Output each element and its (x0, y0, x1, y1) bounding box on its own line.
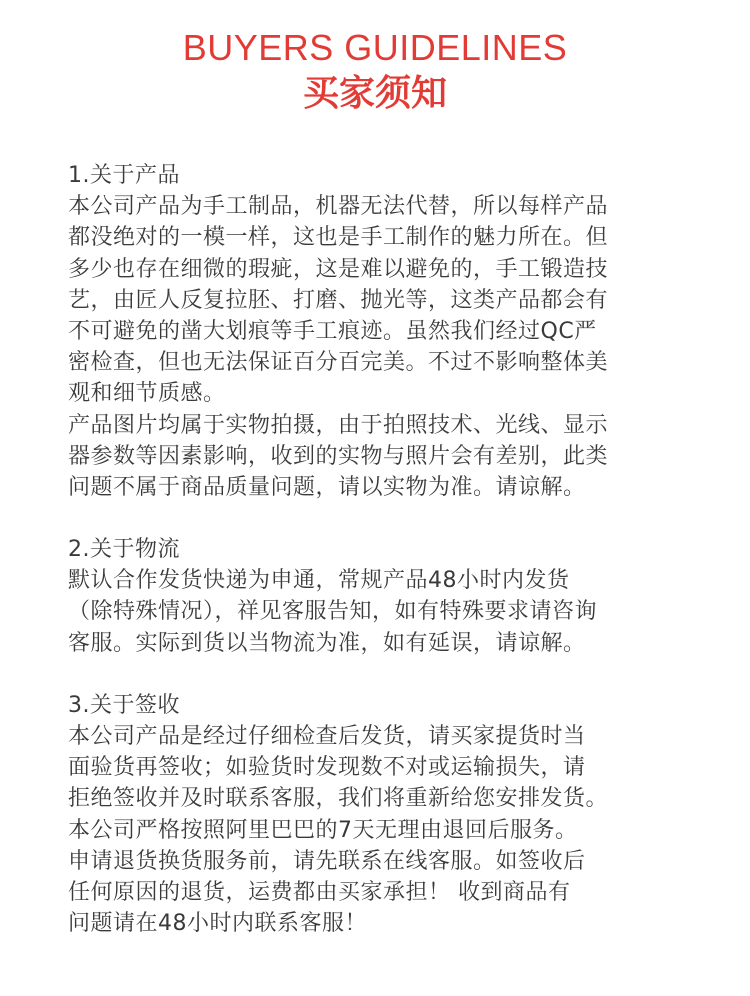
section-heading: 3.关于签收 (68, 692, 180, 718)
section-products (68, 160, 740, 503)
section-receipt (68, 690, 740, 940)
paragraph-line: 观和细节质感。 (68, 381, 226, 407)
section-logistics (68, 534, 740, 659)
paragraph-line: 任何原因的退货，运费都由买家承担！ 收到商品有 (68, 879, 571, 905)
title-chinese: 买家须知 (302, 73, 447, 114)
guidelines-content (68, 160, 740, 970)
paragraph-line: 本公司严格按照阿里巴巴的7天无理由退回后服务。 (68, 817, 578, 843)
title-english: BUYERS GUIDELINES (182, 27, 568, 68)
paragraph-line: 产品图片均属于实物拍摄，由于拍照技术、光线、显示 (68, 412, 609, 438)
paragraph-line: 多少也存在细微的瑕疵，这是难以避免的，手工锻造技 (68, 256, 609, 282)
paragraph-line: 拒绝签收并及时联系客服，我们将重新给您安排发货。 (68, 786, 609, 812)
paragraph-line: 客服。实际到货以当物流为准，如有延误，请谅解。 (68, 630, 586, 656)
section-heading: 1.关于产品 (68, 163, 180, 188)
paragraph-line: 默认合作发货快递为申通，常规产品48小时内发货 (68, 568, 570, 594)
paragraph-line: 密检查，但也无法保证百分百完美。不过不影响整体美 (68, 350, 609, 376)
paragraph-line: 本公司产品是经过仔细检查后发货，请买家提货时当 (68, 724, 586, 749)
paragraph-line: 问题请在48小时内联系客服！ (68, 911, 367, 937)
paragraph-line: 问题不属于商品质量问题，请以实物为准。请谅解。 (68, 474, 586, 500)
paragraph-line: （除特殊情况），祥见客服告知，如有特殊要求请咨询 (68, 599, 598, 625)
section-heading: 2.关于物流 (68, 537, 180, 563)
paragraph-line: 本公司产品为手工制品，机器无法代替，所以每样产品 (68, 194, 609, 220)
paragraph-line: 都没绝对的一模一样，这也是手工制作的魅力所在。但 (68, 225, 609, 251)
guidelines-header (0, 26, 750, 118)
paragraph-line: 面验货再签收；如验货时发现数不对或运输损失，请 (68, 755, 586, 781)
paragraph-line: 器参数等因素影响，收到的实物与照片会有差别，此类 (68, 443, 609, 469)
paragraph-line: 申请退货换货服务前，请先联系在线客服。如签收后 (68, 848, 586, 874)
paragraph-line: 不可避免的凿大划痕等手工痕迹。虽然我们经过QC严 (68, 318, 597, 344)
paragraph-line: 艺，由匠人反复拉胚、打磨、抛光等，这类产品都会有 (68, 287, 609, 313)
